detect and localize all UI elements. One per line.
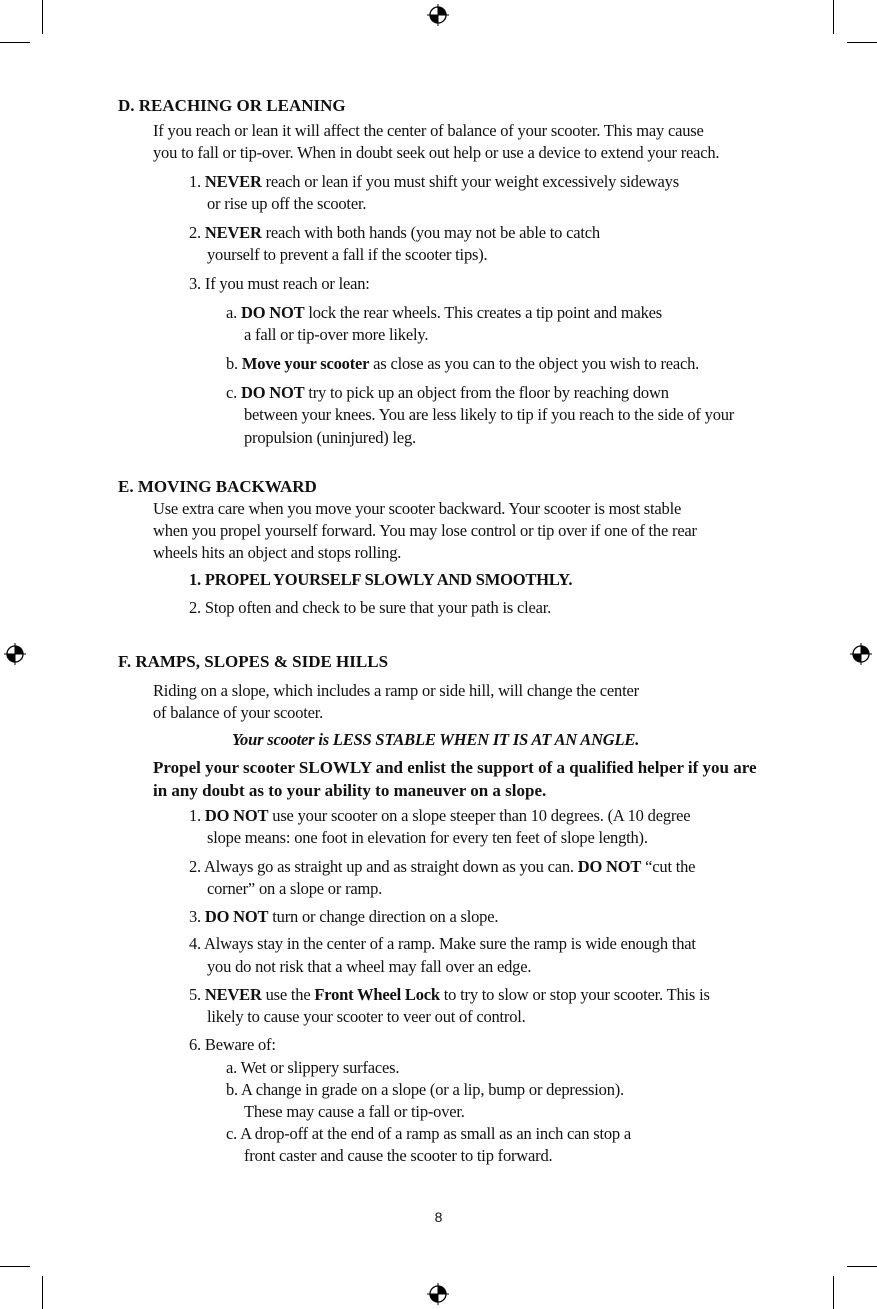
item-text: “cut the xyxy=(641,857,696,876)
registration-mark-icon xyxy=(427,4,449,26)
section-f-heading: F. RAMPS, SLOPES & SIDE HILLS xyxy=(118,652,389,671)
section-f-item-2 xyxy=(189,857,695,877)
section-d-item-1-cont: or rise up off the scooter. xyxy=(207,194,367,213)
crop-mark xyxy=(847,1266,877,1267)
crop-mark xyxy=(833,1276,834,1309)
item-number: b. xyxy=(226,354,242,373)
warning-keyword: DO NOT xyxy=(577,857,642,876)
item-text: turn or change direction on a slope. xyxy=(268,907,499,926)
warning-keyword: DO NOT xyxy=(204,806,269,825)
section-e-item-1: 1. PROPEL YOURSELF SLOWLY AND SMOOTHLY. xyxy=(189,570,573,589)
section-f-item-6c: c. A drop-off at the end of a ramp as small as an inch can stop a xyxy=(226,1124,632,1143)
section-d-heading: D. REACHING OR LEANING xyxy=(118,96,346,115)
section-f-intro: Riding on a slope, which includes a ramp or side hill, will change the center xyxy=(153,681,639,700)
section-f-item-1 xyxy=(189,806,690,826)
item-number: c. xyxy=(226,383,241,402)
section-d-item-1 xyxy=(189,172,679,192)
section-d-item-2 xyxy=(189,223,600,243)
crop-mark xyxy=(847,42,877,43)
item-text: lock the rear wheels. This creates a tip point and makes xyxy=(304,303,663,322)
section-d-item-3c-cont: between your knees. You are less likely to tip if you reach to the side of your xyxy=(244,405,735,424)
item-text: try to pick up an object from the floor by reaching down xyxy=(304,383,669,402)
section-d-item-3a xyxy=(226,303,662,323)
section-d-item-3c-cont: propulsion (uninjured) leg. xyxy=(244,428,416,447)
item-text: reach or lean if you must shift your weight excessively sideways xyxy=(261,172,679,191)
section-d-intro: you to fall or tip-over. When in doubt seek out help or use a device to extend your reach. xyxy=(153,143,720,162)
warning-keyword: DO NOT xyxy=(240,303,305,322)
warning-keyword: NEVER xyxy=(204,172,262,191)
section-f-lead: Propel your scooter SLOWLY and enlist the support of a qualified helper if you are xyxy=(153,758,757,777)
crop-mark xyxy=(42,1276,43,1309)
section-f-item-5-cont: likely to cause your scooter to veer out of control. xyxy=(207,1007,526,1026)
section-f-lead: in any doubt as to your ability to maneuver on a slope. xyxy=(153,781,547,800)
page-number: 8 xyxy=(434,1209,443,1225)
section-d-item-3: 3. If you must reach or lean: xyxy=(189,274,370,293)
item-number: 5. xyxy=(189,985,205,1004)
warning-keyword: Move your scooter xyxy=(241,354,370,373)
section-f-item-3 xyxy=(189,907,498,927)
warning-keyword: DO NOT xyxy=(204,907,269,926)
section-f-emphasis: Your scooter is LESS STABLE WHEN IT IS AT AN ANGLE. xyxy=(232,730,640,749)
crop-mark xyxy=(0,1266,30,1267)
crop-mark xyxy=(0,42,30,43)
crop-mark xyxy=(833,0,834,34)
registration-mark-icon xyxy=(4,643,26,665)
section-f-item-6a: a. Wet or slippery surfaces. xyxy=(226,1058,400,1077)
section-f-item-6b: b. A change in grade on a slope (or a lip, bump or depression). xyxy=(226,1080,624,1099)
registration-mark-icon xyxy=(850,643,872,665)
registration-mark-icon xyxy=(427,1283,449,1305)
item-text: as close as you can to the object you wish to reach. xyxy=(369,354,700,373)
section-d-item-3b xyxy=(226,354,699,374)
section-f-item-5 xyxy=(189,985,710,1005)
crop-mark xyxy=(42,0,43,34)
item-text: 2. Always go as straight up and as straight down as you can. xyxy=(189,857,578,876)
section-f-intro: of balance of your scooter. xyxy=(153,703,324,722)
warning-keyword: Front Wheel Lock xyxy=(314,985,440,1004)
warning-keyword: DO NOT xyxy=(240,383,305,402)
item-number: 2. xyxy=(189,223,205,242)
section-e-intro: when you propel yourself forward. You may lose control or tip over if one of the rear xyxy=(153,521,697,540)
section-e-intro: wheels hits an object and stops rolling. xyxy=(153,543,402,562)
item-text: to try to slow or stop your scooter. This is xyxy=(439,985,710,1004)
section-f-item-4-cont: you do not risk that a wheel may fall over an edge. xyxy=(207,957,532,976)
item-number: a. xyxy=(226,303,241,322)
item-text: use your scooter on a slope steeper than 10 degrees. (A 10 degree xyxy=(268,806,691,825)
item-number: 1. xyxy=(189,172,205,191)
section-f-item-1-cont: slope means: one foot in elevation for every ten feet of slope length). xyxy=(207,828,648,847)
section-f-item-6: 6. Beware of: xyxy=(189,1035,276,1054)
section-e-item-2: 2. Stop often and check to be sure that your path is clear. xyxy=(189,598,552,617)
item-text: reach with both hands (you may not be able to catch xyxy=(261,223,600,242)
warning-keyword: NEVER xyxy=(204,223,262,242)
section-e-heading: E. MOVING BACKWARD xyxy=(118,477,317,496)
item-text: use the xyxy=(261,985,315,1004)
section-f-item-4: 4. Always stay in the center of a ramp. Make sure the ramp is wide enough that xyxy=(189,934,696,953)
section-d-item-3a-cont: a fall or tip-over more likely. xyxy=(244,325,429,344)
warning-keyword: NEVER xyxy=(204,985,262,1004)
section-d-item-2-cont: yourself to prevent a fall if the scooter tips). xyxy=(207,245,488,264)
section-d-item-3c xyxy=(226,383,669,403)
section-f-item-6c-cont: front caster and cause the scooter to tip forward. xyxy=(244,1146,553,1165)
section-f-item-6b-cont: These may cause a fall or tip-over. xyxy=(244,1102,465,1121)
item-number: 1. xyxy=(189,806,205,825)
section-f-item-2-cont: corner” on a slope or ramp. xyxy=(207,879,383,898)
section-e-intro: Use extra care when you move your scooter backward. Your scooter is most stable xyxy=(153,499,682,518)
item-number: 3. xyxy=(189,907,205,926)
section-d-intro: If you reach or lean it will affect the center of balance of your scooter. This may cause xyxy=(153,121,704,140)
